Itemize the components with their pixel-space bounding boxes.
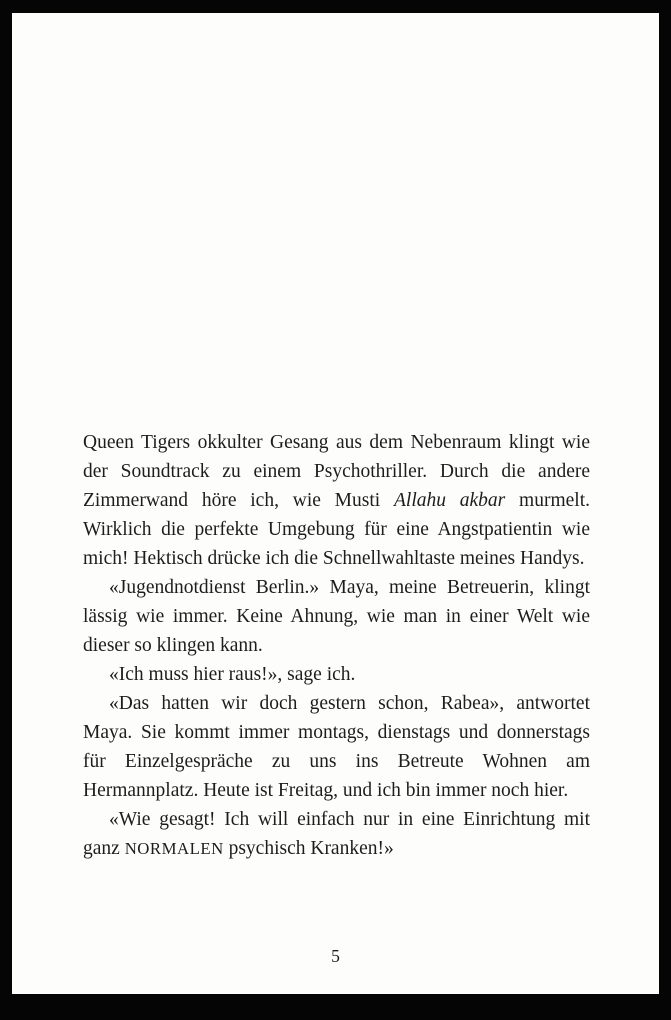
paragraph: [83, 573, 590, 660]
text-run: psychisch Kranken!»: [223, 838, 394, 859]
paragraph: [83, 660, 590, 689]
paragraph: [83, 805, 590, 863]
text-run: «Ich muss hier raus!», sage ich.: [109, 664, 356, 685]
text-run: «Jugendnotdienst Berlin.» Maya, meine Betreuerin, klingt lässig wie immer. Keine Ahnung, wie man in einer Welt wie dieser so klingen kann.: [83, 577, 590, 656]
book-page: [12, 13, 659, 994]
text-run: «Wie gesagt! Ich will einfach nur in eine Einrichtung mit ganz: [83, 809, 590, 859]
text-run: murmelt. Wirklich die perfekte Umgebung für eine Angstpatientin wie mich! Hektisch drücke ich die Schnellwahltaste meines Handys.: [83, 490, 590, 569]
text-run: Queen Tigers okkulter Gesang aus dem Nebenraum klingt wie der Soundtrack zu einem Psychothriller. Durch die andere Zimmerwand höre ich, wie Musti: [83, 432, 590, 511]
text-run-smallcaps: NORMALEN: [124, 839, 224, 858]
paragraph: [83, 428, 590, 573]
page-number: 5: [331, 946, 340, 966]
paragraph: [83, 689, 590, 805]
text-run: «Das hatten wir doch gestern schon, Rabea», antwortet Maya. Sie kommt immer montags, dienstags und donnerstags für Einzelgespräche zu uns ins Betreute Wohnen am Hermannplatz. Heute ist Freitag, und ich bin immer noch hier.: [83, 693, 590, 801]
text-block: [83, 428, 590, 863]
text-run-italic: Allahu akbar: [393, 490, 506, 511]
